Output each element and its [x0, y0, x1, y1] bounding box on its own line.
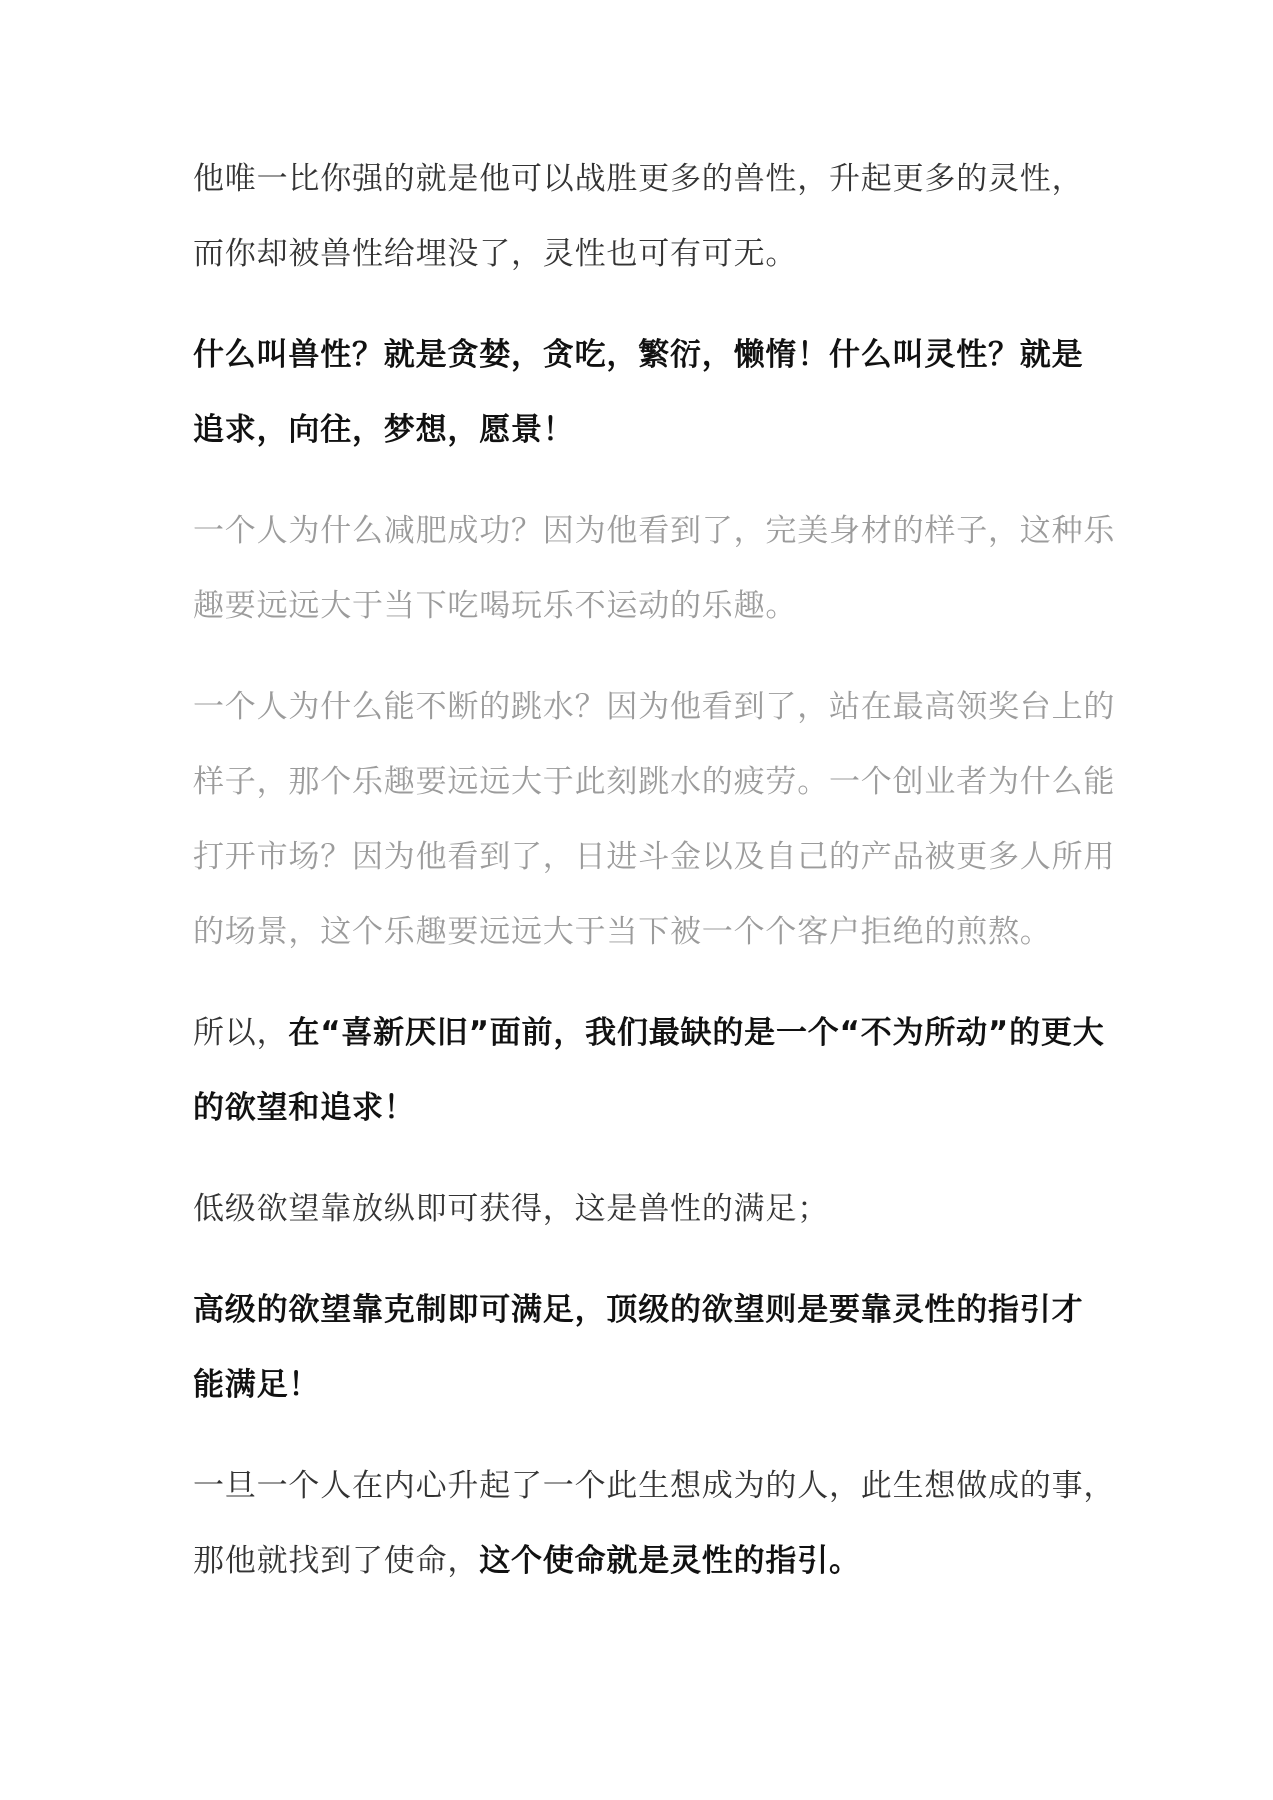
- text-line: [193, 217, 1093, 292]
- text-line: [193, 393, 1093, 468]
- text-segment: 所以，: [193, 1015, 289, 1051]
- paragraph: [193, 670, 1116, 970]
- text-line: [193, 895, 1093, 970]
- paragraph: [193, 1449, 1116, 1599]
- text-line: [193, 1071, 1093, 1146]
- text-segment: 而你却被兽性给埋没了，灵性也可有可无。: [193, 236, 798, 272]
- gray-text-segment: 一个人为什么能不断的跳水？因为他看到了，站在最高领奖台上的: [193, 689, 1116, 725]
- text-segment: 一旦一个人在内心升起了一个此生想成为的人，此生想做成的事，: [193, 1468, 1116, 1504]
- document-body: [193, 142, 1116, 1625]
- gray-text-segment: 样子，那个乐趣要远远大于此刻跳水的疲劳。一个创业者为什么能: [193, 764, 1116, 800]
- gray-text-segment: 一个人为什么减肥成功？因为他看到了，完美身材的样子，这种乐: [193, 513, 1116, 549]
- text-line: [193, 494, 1116, 569]
- text-line: [193, 1348, 1093, 1423]
- paragraph: [193, 494, 1116, 644]
- text-line: [193, 1449, 1116, 1524]
- text-line: [193, 1273, 1093, 1348]
- text-line: [193, 1524, 1093, 1599]
- text-line: [193, 1172, 1093, 1247]
- bold-text-segment: 高级的欲望靠克制即可满足，顶级的欲望则是要靠灵性的指引才: [193, 1292, 1084, 1328]
- gray-text-segment: 趣要远远大于当下吃喝玩乐不运动的乐趣。: [193, 588, 798, 624]
- paragraph: [193, 318, 1093, 468]
- paragraph: [193, 142, 1093, 292]
- text-line: [193, 745, 1116, 820]
- text-segment: 那他就找到了使命，: [193, 1543, 480, 1579]
- gray-text-segment: 打开市场？因为他看到了，日进斗金以及自己的产品被更多人所用: [193, 839, 1116, 875]
- text-line: [193, 996, 1105, 1071]
- text-line: [193, 142, 1093, 217]
- paragraph: [193, 996, 1105, 1146]
- bold-text-segment: 能满足！: [193, 1367, 321, 1403]
- bold-text-segment: 什么叫兽性？就是贪婪，贪吃，繁衍，懒惰！什么叫灵性？就是: [193, 337, 1084, 373]
- bold-text-segment: 在“喜新厌旧”面前，我们最缺的是一个“不为所动”的更大: [288, 1015, 1105, 1051]
- bold-text-segment: 的欲望和追求！: [193, 1090, 416, 1126]
- bold-text-segment: 追求，向往，梦想，愿景！: [193, 412, 575, 448]
- text-line: [193, 318, 1093, 393]
- text-line: [193, 569, 1093, 644]
- gray-text-segment: 的场景，这个乐趣要远远大于当下被一个个客户拒绝的煎熬。: [193, 914, 1052, 950]
- text-line: [193, 820, 1116, 895]
- paragraph: [193, 1172, 1093, 1247]
- text-segment: 他唯一比你强的就是他可以战胜更多的兽性，升起更多的灵性，: [193, 161, 1084, 197]
- text-line: [193, 670, 1116, 745]
- paragraph: [193, 1273, 1093, 1423]
- bold-text-segment: 这个使命就是灵性的指引。: [479, 1543, 861, 1579]
- text-segment: 低级欲望靠放纵即可获得，这是兽性的满足；: [193, 1191, 829, 1227]
